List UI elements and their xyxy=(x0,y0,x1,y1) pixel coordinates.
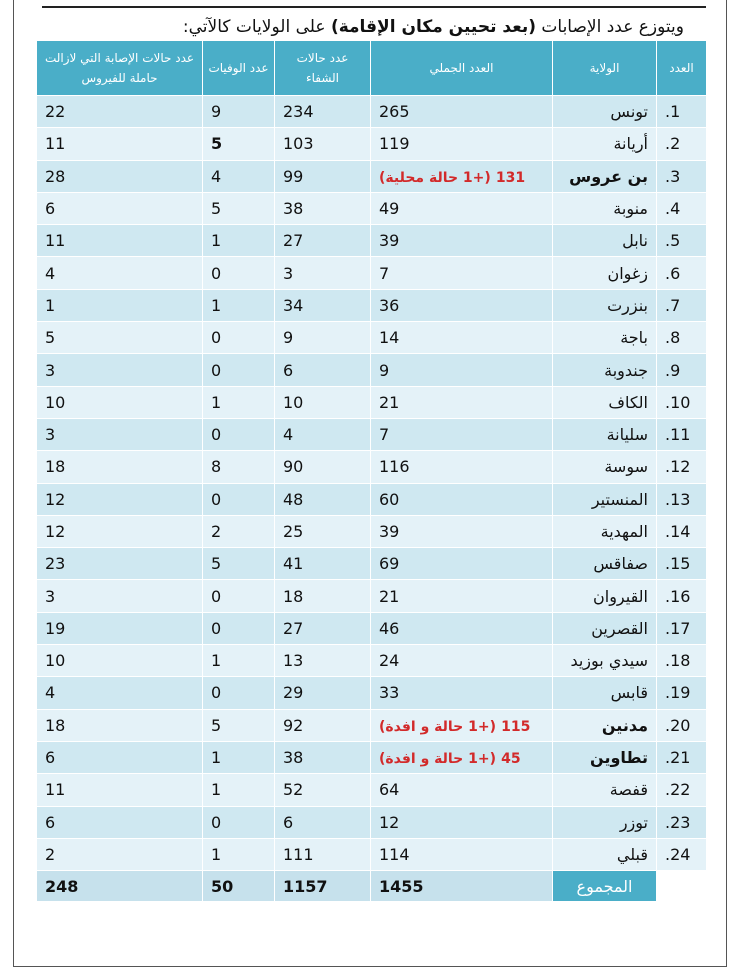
row-deaths: 0 xyxy=(203,483,275,515)
table-row xyxy=(37,128,707,160)
row-deaths: 1 xyxy=(203,741,275,773)
table-row xyxy=(37,515,707,547)
row-carriers: 12 xyxy=(37,515,203,547)
row-carriers: 28 xyxy=(37,160,203,192)
row-governorate: تطاوين xyxy=(553,741,657,773)
row-carriers: 22 xyxy=(37,96,203,128)
row-governorate: صفاقس xyxy=(553,548,657,580)
header-total: العدد الجملي xyxy=(371,41,553,96)
row-total: 21 xyxy=(371,580,553,612)
row-deaths: 0 xyxy=(203,418,275,450)
table-row xyxy=(37,322,707,354)
row-carriers: 4 xyxy=(37,677,203,709)
header-governorate: الولاية xyxy=(553,41,657,96)
row-governorate: مدنين xyxy=(553,709,657,741)
row-governorate: الكاف xyxy=(553,386,657,418)
row-deaths: 0 xyxy=(203,612,275,644)
row-deaths: 1 xyxy=(203,645,275,677)
row-index: 3. xyxy=(657,160,707,192)
row-recovered: 18 xyxy=(275,580,371,612)
row-total: 46 xyxy=(371,612,553,644)
row-governorate: القيروان xyxy=(553,580,657,612)
row-carriers: 11 xyxy=(37,128,203,160)
row-total: 7 xyxy=(371,257,553,289)
row-governorate: بنزرت xyxy=(553,289,657,321)
row-recovered: 6 xyxy=(275,354,371,386)
row-deaths: 5 xyxy=(203,709,275,741)
row-total: 7 xyxy=(371,418,553,450)
table-row xyxy=(37,548,707,580)
row-recovered: 4 xyxy=(275,418,371,450)
totals-recovered: 1157 xyxy=(275,871,371,902)
row-total: 265 xyxy=(371,96,553,128)
row-recovered: 103 xyxy=(275,128,371,160)
row-recovered: 38 xyxy=(275,741,371,773)
row-index: 7. xyxy=(657,289,707,321)
row-recovered: 48 xyxy=(275,483,371,515)
row-total-note: (+1 حالة و افدة) xyxy=(379,718,497,735)
row-deaths: 1 xyxy=(203,225,275,257)
row-total: 39 xyxy=(371,515,553,547)
row-deaths: 1 xyxy=(203,774,275,806)
row-recovered: 38 xyxy=(275,192,371,224)
row-recovered: 27 xyxy=(275,225,371,257)
row-carriers: 4 xyxy=(37,257,203,289)
row-total: 21 xyxy=(371,386,553,418)
row-governorate: باجة xyxy=(553,322,657,354)
row-recovered: 234 xyxy=(275,96,371,128)
row-recovered: 3 xyxy=(275,257,371,289)
row-index: 14. xyxy=(657,515,707,547)
table-row xyxy=(37,774,707,806)
row-index: 10. xyxy=(657,386,707,418)
row-index: 4. xyxy=(657,192,707,224)
row-total xyxy=(371,741,553,773)
row-carriers: 11 xyxy=(37,774,203,806)
row-index: 24. xyxy=(657,838,707,870)
row-carriers: 19 xyxy=(37,612,203,644)
row-total-note: (+1 حالة و افدة) xyxy=(379,751,497,768)
row-index: 1. xyxy=(657,96,707,128)
row-carriers: 11 xyxy=(37,225,203,257)
row-deaths: 0 xyxy=(203,580,275,612)
row-carriers: 3 xyxy=(37,354,203,386)
row-total: 60 xyxy=(371,483,553,515)
header-index: العدد xyxy=(657,41,707,96)
row-carriers: 6 xyxy=(37,806,203,838)
row-index: 17. xyxy=(657,612,707,644)
table-row xyxy=(37,386,707,418)
row-governorate: أريانة xyxy=(553,128,657,160)
row-index: 23. xyxy=(657,806,707,838)
row-total: 49 xyxy=(371,192,553,224)
totals-blank xyxy=(657,871,707,902)
row-index: 9. xyxy=(657,354,707,386)
totals-row xyxy=(37,871,707,902)
table-row xyxy=(37,225,707,257)
row-governorate: منوبة xyxy=(553,192,657,224)
row-index: 2. xyxy=(657,128,707,160)
row-index: 6. xyxy=(657,257,707,289)
row-total-value: 45 xyxy=(501,751,521,768)
table-row xyxy=(37,483,707,515)
row-total: 24 xyxy=(371,645,553,677)
row-carriers: 10 xyxy=(37,645,203,677)
row-governorate: المنستير xyxy=(553,483,657,515)
table-row xyxy=(37,741,707,773)
row-recovered: 13 xyxy=(275,645,371,677)
row-governorate: بن عروس xyxy=(553,160,657,192)
table-row xyxy=(37,257,707,289)
row-total: 119 xyxy=(371,128,553,160)
table-row xyxy=(37,645,707,677)
row-recovered: 34 xyxy=(275,289,371,321)
totals-label: المجموع xyxy=(553,871,657,902)
row-governorate: المهدية xyxy=(553,515,657,547)
table-row xyxy=(37,192,707,224)
row-index: 11. xyxy=(657,418,707,450)
row-total: 64 xyxy=(371,774,553,806)
totals-total: 1455 xyxy=(371,871,553,902)
table-row xyxy=(37,451,707,483)
header-recovered: عدد حالات الشفاء xyxy=(275,41,371,96)
header-deaths: عدد الوفيات xyxy=(203,41,275,96)
row-deaths: 1 xyxy=(203,838,275,870)
row-recovered: 10 xyxy=(275,386,371,418)
cases-table xyxy=(36,40,707,902)
row-deaths: 2 xyxy=(203,515,275,547)
row-recovered: 41 xyxy=(275,548,371,580)
table-row xyxy=(37,160,707,192)
row-governorate: قابس xyxy=(553,677,657,709)
row-recovered: 27 xyxy=(275,612,371,644)
row-deaths: 0 xyxy=(203,677,275,709)
table-row xyxy=(37,580,707,612)
row-total xyxy=(371,160,553,192)
row-carriers: 6 xyxy=(37,192,203,224)
table-row xyxy=(37,289,707,321)
row-deaths: 0 xyxy=(203,322,275,354)
row-index: 22. xyxy=(657,774,707,806)
row-index: 8. xyxy=(657,322,707,354)
top-rule xyxy=(42,6,706,8)
row-deaths: 5 xyxy=(203,192,275,224)
table-body xyxy=(37,96,707,902)
row-total-value: 115 xyxy=(501,718,531,735)
row-total: 36 xyxy=(371,289,553,321)
row-deaths: 0 xyxy=(203,257,275,289)
row-index: 21. xyxy=(657,741,707,773)
table-row xyxy=(37,677,707,709)
row-deaths: 4 xyxy=(203,160,275,192)
row-total: 14 xyxy=(371,322,553,354)
row-governorate: قفصة xyxy=(553,774,657,806)
row-total-value: 131 xyxy=(495,169,526,186)
row-recovered: 111 xyxy=(275,838,371,870)
row-carriers: 6 xyxy=(37,741,203,773)
row-governorate: توزر xyxy=(553,806,657,838)
totals-deaths: 50 xyxy=(203,871,275,902)
row-recovered: 92 xyxy=(275,709,371,741)
row-deaths: 5 xyxy=(203,548,275,580)
row-deaths: 1 xyxy=(203,289,275,321)
row-deaths: 9 xyxy=(203,96,275,128)
row-carriers: 1 xyxy=(37,289,203,321)
row-governorate: جندوبة xyxy=(553,354,657,386)
row-carriers: 10 xyxy=(37,386,203,418)
row-recovered: 99 xyxy=(275,160,371,192)
table-row xyxy=(37,612,707,644)
row-recovered: 9 xyxy=(275,322,371,354)
header-row xyxy=(37,41,707,96)
row-carriers: 5 xyxy=(37,322,203,354)
row-total xyxy=(371,709,553,741)
row-carriers: 23 xyxy=(37,548,203,580)
row-total: 69 xyxy=(371,548,553,580)
row-governorate: زغوان xyxy=(553,257,657,289)
row-recovered: 90 xyxy=(275,451,371,483)
page-title: ويتوزع عدد الإصابات (بعد تحيين مكان الإقامة) على الولايات كالآتي: xyxy=(182,17,684,37)
row-total: 39 xyxy=(371,225,553,257)
row-carriers: 3 xyxy=(37,580,203,612)
row-carriers: 18 xyxy=(37,451,203,483)
row-total: 33 xyxy=(371,677,553,709)
row-carriers: 18 xyxy=(37,709,203,741)
row-total: 9 xyxy=(371,354,553,386)
row-carriers: 2 xyxy=(37,838,203,870)
row-total: 12 xyxy=(371,806,553,838)
row-governorate: سليانة xyxy=(553,418,657,450)
row-index: 15. xyxy=(657,548,707,580)
row-deaths: 8 xyxy=(203,451,275,483)
row-index: 13. xyxy=(657,483,707,515)
table-row xyxy=(37,806,707,838)
table-row xyxy=(37,418,707,450)
row-governorate: سوسة xyxy=(553,451,657,483)
row-deaths: 0 xyxy=(203,806,275,838)
header-carriers: عدد حالات الإصابة التي لازالت حاملة للفيروس xyxy=(37,41,203,96)
row-deaths: 5 xyxy=(203,128,275,160)
row-total-note: (+1 حالة محلية) xyxy=(379,169,491,186)
totals-carriers: 248 xyxy=(37,871,203,902)
table-row xyxy=(37,838,707,870)
row-deaths: 0 xyxy=(203,354,275,386)
row-governorate: نابل xyxy=(553,225,657,257)
row-recovered: 52 xyxy=(275,774,371,806)
row-index: 19. xyxy=(657,677,707,709)
row-recovered: 29 xyxy=(275,677,371,709)
row-governorate: تونس xyxy=(553,96,657,128)
row-index: 18. xyxy=(657,645,707,677)
table-row xyxy=(37,709,707,741)
row-governorate: سيدي بوزيد xyxy=(553,645,657,677)
row-index: 20. xyxy=(657,709,707,741)
row-deaths: 1 xyxy=(203,386,275,418)
table-row xyxy=(37,354,707,386)
row-recovered: 25 xyxy=(275,515,371,547)
row-recovered: 6 xyxy=(275,806,371,838)
row-index: 16. xyxy=(657,580,707,612)
row-index: 5. xyxy=(657,225,707,257)
row-index: 12. xyxy=(657,451,707,483)
row-carriers: 3 xyxy=(37,418,203,450)
row-total: 116 xyxy=(371,451,553,483)
row-carriers: 12 xyxy=(37,483,203,515)
row-governorate: القصرين xyxy=(553,612,657,644)
table-row xyxy=(37,96,707,128)
row-total: 114 xyxy=(371,838,553,870)
row-governorate: قبلي xyxy=(553,838,657,870)
